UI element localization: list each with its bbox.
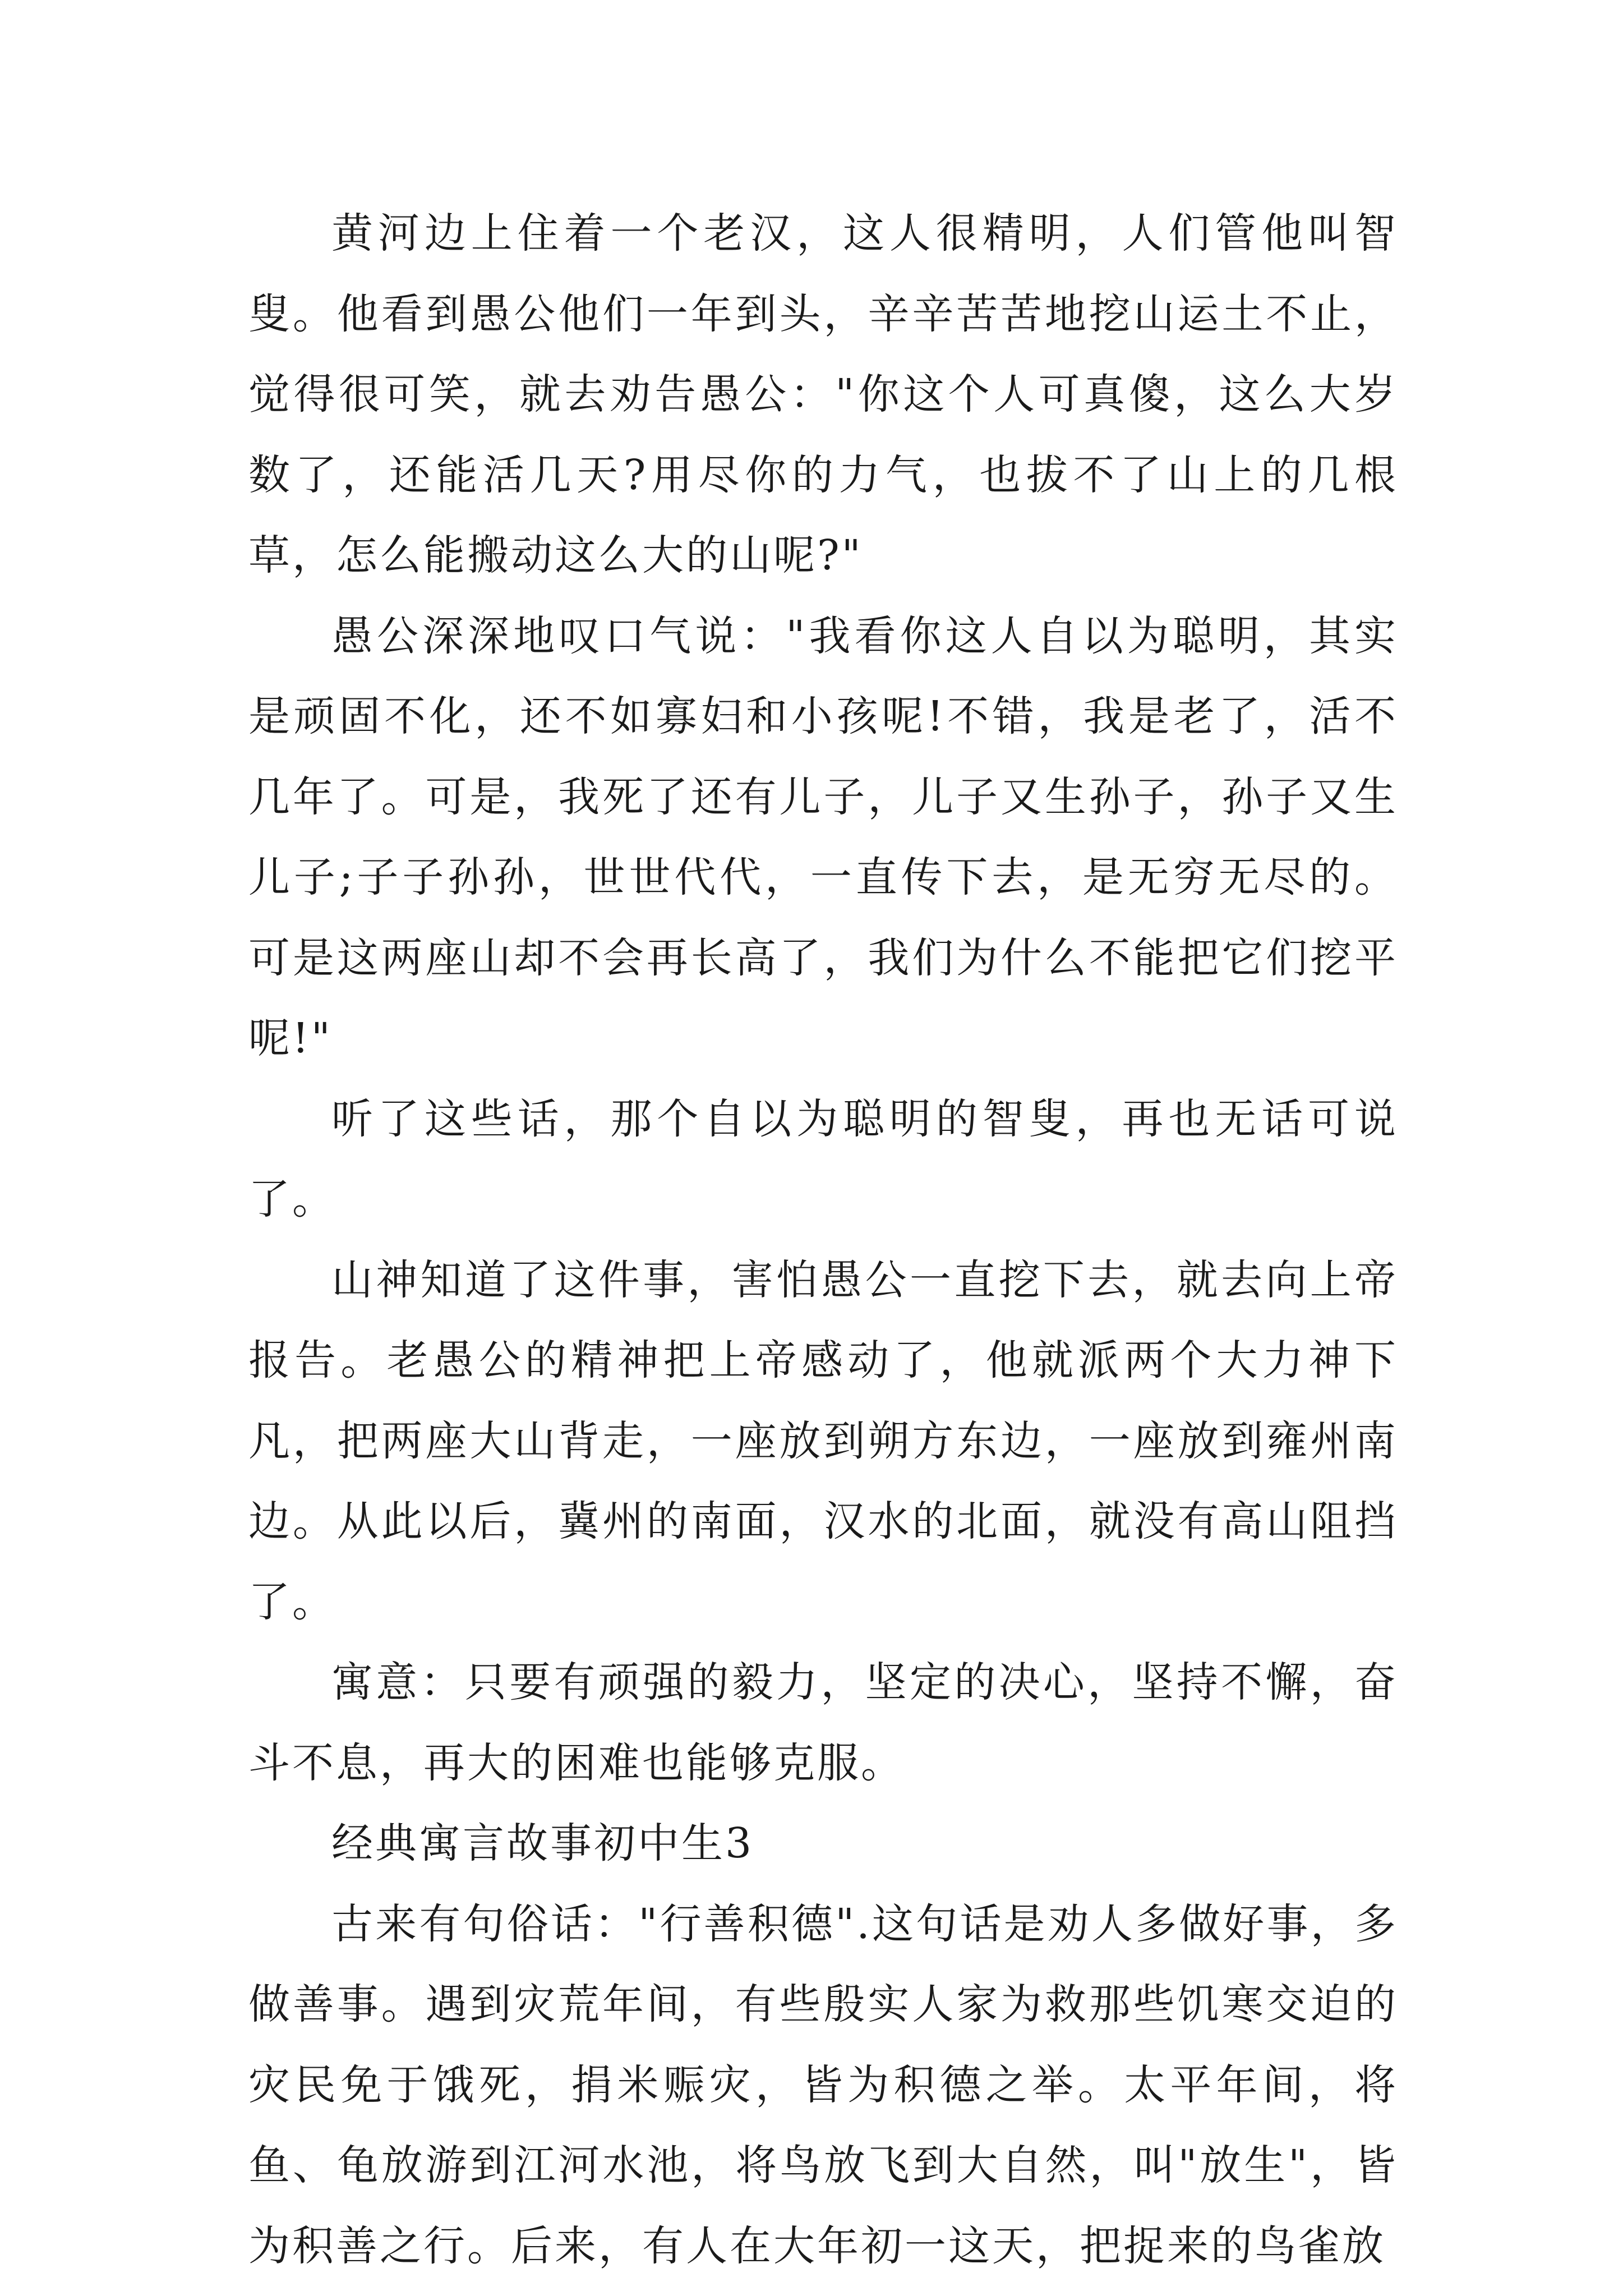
paragraph-zhisou-advice: 黄河边上住着一个老汉，这人很精明，人们管他叫智叟。他看到愚公他们一年到头，辛辛苦苦地挖山运土不止，觉得很可笑，就去劝告愚公："你这个人可真傻，这么大岁数了，还能活几天?用尽你的力气，也拔不了山上的几根草，怎么能搬动这么大的山呢?" [248, 209, 1398, 579]
paragraph-mountain-god: 山神知道了这件事，害怕愚公一直挖下去，就去向上帝报告。老愚公的精神把上帝感动了，他就派两个大力神下凡，把两座大山背走，一座放到朔方东边，一座放到雍州南边。从此以后，冀州的南面，汉水的北面，就没有高山阻挡了。 [248, 1255, 1398, 1626]
body-text [248, 194, 1398, 2286]
paragraph-moral: 寓意：只要有顽强的毅力，坚定的决心，坚持不懈，奋斗不息，再大的困难也能够克服。 [248, 1658, 1398, 1787]
section-heading: 经典寓言故事初中生3 [331, 1819, 754, 1867]
paragraph-good-deeds: 古来有句俗话："行善积德".这句话是劝人多做好事，多做善事。遇到灾荒年间，有些殷实人家为救那些饥寒交迫的灾民免于饿死，捐米赈灾，皆为积德之举。太平年间，将鱼、龟放游到江河水池，将鸟放飞到大自然，叫"放生"，皆为积善之行。后来，有人在大年初一这天，把捉来的鸟雀放 [248, 1899, 1398, 2270]
paragraph-yugong-reply: 愚公深深地叹口气说："我看你这人自以为聪明，其实是顽固不化，还不如寡妇和小孩呢!不错，我是老了，活不几年了。可是，我死了还有儿子，儿子又生孙子，孙子又生儿子;子子孙孙，世世代代，一直传下去，是无穷无尽的。可是这两座山却不会再长高了，我们为什么不能把它们挖平呢!" [248, 611, 1398, 1062]
paragraph-zhisou-silent: 听了这些话，那个自以为聪明的智叟，再也无话可说了。 [248, 1094, 1398, 1223]
